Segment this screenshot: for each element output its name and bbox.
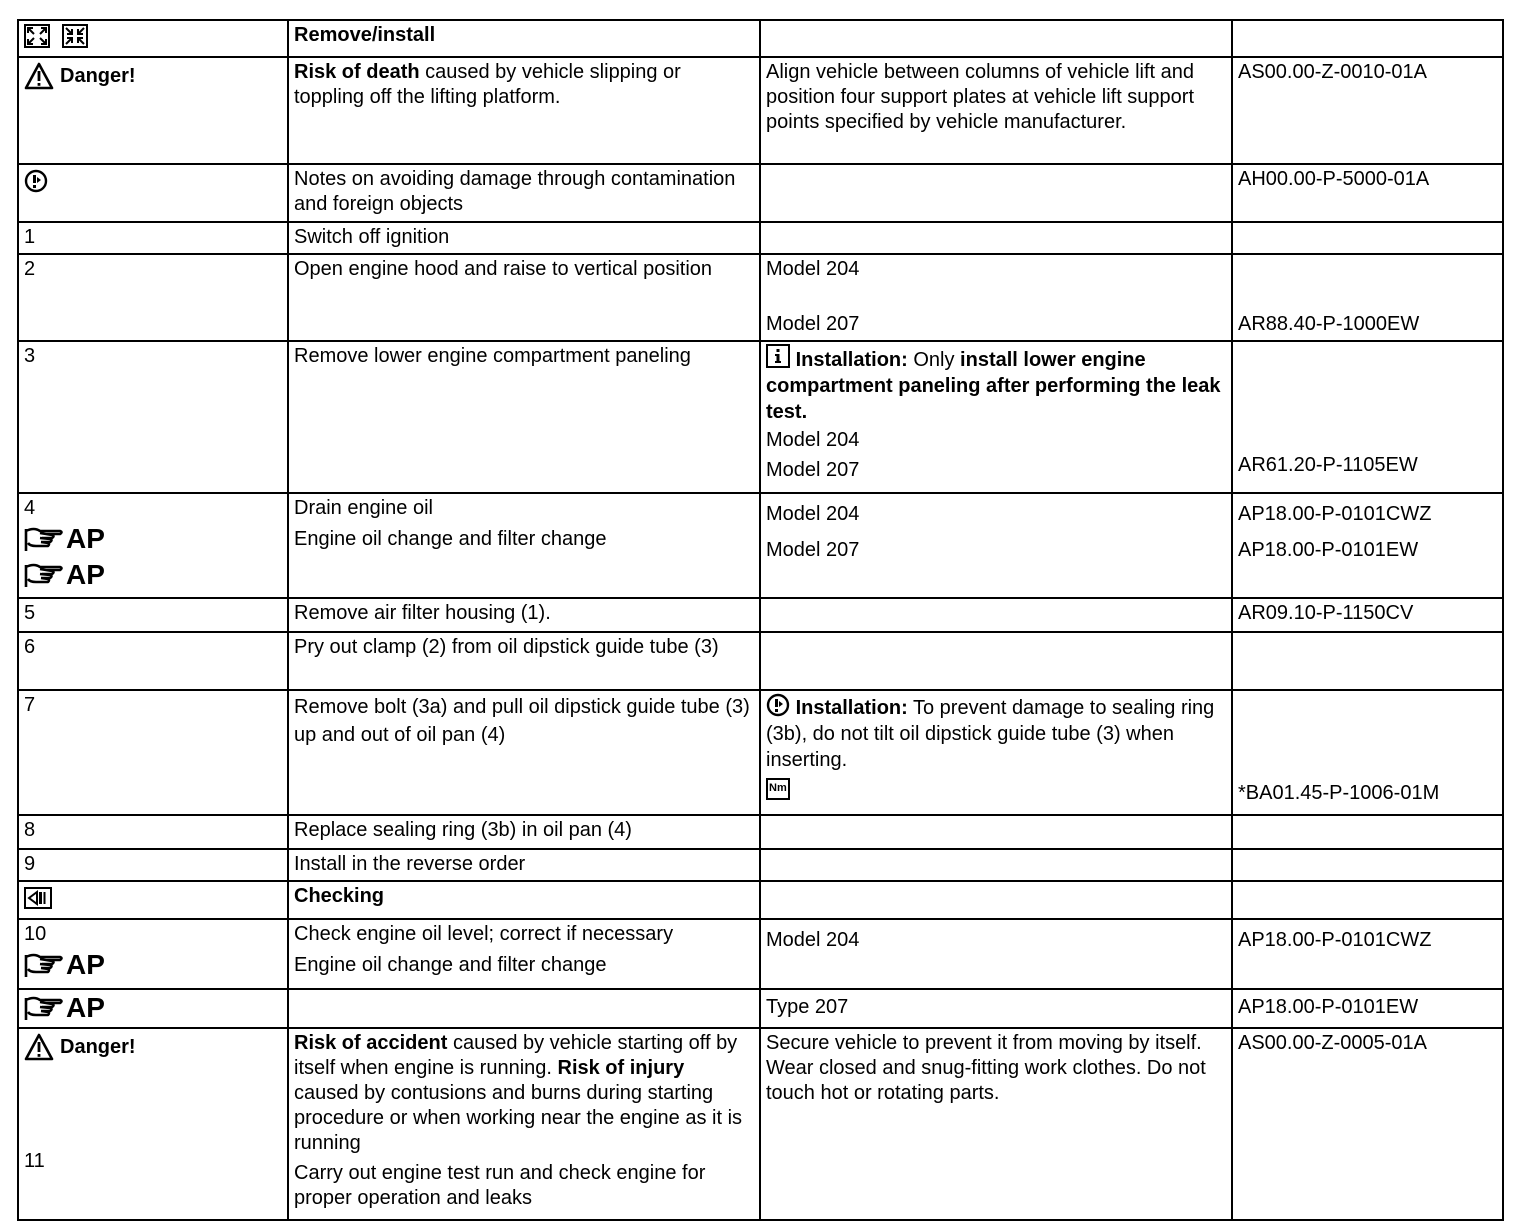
- step-number: 2: [18, 254, 288, 341]
- ap-reference-marker: AP: [24, 947, 282, 983]
- step-number: 8: [18, 815, 288, 849]
- step-text: Remove air filter housing (1).: [288, 598, 760, 632]
- safety-action: Wear closed and snug-fitting work clothes. Do not touch hot or rotating parts.: [766, 1057, 1206, 1104]
- procedure-table: [17, 19, 1504, 1221]
- step-number: 6: [18, 632, 288, 690]
- step-number: 5: [18, 598, 288, 632]
- remove-icon: [24, 24, 50, 48]
- step-number: 7: [18, 690, 288, 815]
- model-label: Model 204: [766, 503, 860, 525]
- table-row: [18, 632, 1503, 690]
- danger-label: Danger!: [24, 1033, 282, 1061]
- model-label: Model 207: [766, 539, 860, 561]
- damage-notice-icon: [24, 169, 48, 193]
- warning-icon: [24, 1033, 54, 1061]
- model-label: Model 207: [766, 313, 860, 335]
- table-row: [18, 919, 1503, 989]
- installation-note: Installation: Only install lower engine compartment paneling after performing the leak test.: [766, 344, 1226, 425]
- notes-text: Notes on avoiding damage through contamination and foreign objects: [288, 164, 760, 222]
- table-row: [18, 222, 1503, 254]
- model-label: Model 204: [766, 429, 860, 451]
- step-number: 3: [18, 341, 288, 493]
- model-label: Model 204: [766, 258, 860, 280]
- damage-notice-icon: [766, 693, 790, 717]
- step-text: Drain engine oil: [294, 497, 433, 519]
- install-icon: [62, 24, 88, 48]
- table-row: [18, 690, 1503, 815]
- table-row: [18, 20, 1503, 57]
- step-text: Install in the reverse order: [288, 849, 760, 881]
- section-title-checking: Checking: [288, 881, 760, 919]
- step-text: Remove lower engine compartment paneling: [288, 341, 760, 493]
- step-text: Check engine oil level; correct if necessary: [294, 923, 674, 945]
- reference-link[interactable]: AS00.00-Z-0010-01A: [1232, 57, 1503, 164]
- model-label: Type 207: [760, 989, 1232, 1028]
- step-text: Pry out clamp (2) from oil dipstick guide tube (3): [288, 632, 760, 690]
- reference-link[interactable]: AH00.00-P-5000-01A: [1232, 164, 1503, 222]
- reference-link[interactable]: AP18.00-P-0101EW: [1238, 539, 1419, 561]
- table-row: [18, 815, 1503, 849]
- reference-link[interactable]: AP18.00-P-0101EW: [1232, 989, 1503, 1028]
- step-number: 4: [24, 497, 36, 519]
- step-number: 1: [18, 222, 288, 254]
- table-row: [18, 57, 1503, 164]
- table-row: [18, 881, 1503, 919]
- pointing-hand-icon: [24, 994, 64, 1022]
- model-label: Model 204: [766, 929, 860, 951]
- reference-link[interactable]: AP18.00-P-0101CWZ: [1238, 503, 1432, 525]
- reference-link[interactable]: AS00.00-Z-0005-01A: [1232, 1028, 1503, 1220]
- table-row: [18, 1028, 1503, 1220]
- model-label: Model 207: [766, 459, 860, 481]
- reference-link[interactable]: AR09.10-P-1150CV: [1232, 598, 1503, 632]
- step-text: Engine oil change and filter change: [294, 954, 607, 976]
- table-row: [18, 493, 1503, 598]
- installation-note: Installation: To prevent damage to sealing ring (3b), do not tilt oil dipstick guide tube (3) when inserting.: [766, 693, 1226, 773]
- step-text: Switch off ignition: [288, 222, 760, 254]
- table-row: [18, 164, 1503, 222]
- reference-link[interactable]: AR61.20-P-1105EW: [1238, 454, 1418, 476]
- table-row: [18, 849, 1503, 881]
- reference-link[interactable]: AR88.40-P-1000EW: [1238, 313, 1420, 335]
- step-text: Carry out engine test run and check engine for proper operation and leaks: [294, 1162, 706, 1209]
- reference-link[interactable]: AP18.00-P-0101CWZ: [1238, 929, 1432, 951]
- section-title-remove-install: Remove/install: [288, 20, 760, 57]
- table-row: [18, 598, 1503, 632]
- info-icon: [766, 344, 790, 368]
- ap-reference-marker: AP: [24, 521, 282, 557]
- safety-action: Align vehicle between columns of vehicle lift and position four support plates at vehicle lift support points specified by vehicle manufacturer.: [760, 57, 1232, 164]
- step-text: Open engine hood and raise to vertical position: [288, 254, 760, 341]
- table-row: [18, 989, 1503, 1028]
- step-number: 11: [24, 1150, 45, 1172]
- safety-action: Secure vehicle to prevent it from moving by itself.: [766, 1032, 1202, 1054]
- step-number: 9: [18, 849, 288, 881]
- pointing-hand-icon: [24, 561, 64, 589]
- ap-reference-marker: AP: [24, 992, 282, 1024]
- risk-text: Risk of accident caused by vehicle starting off by itself when engine is running. Risk of injury caused by contusions and burns during starting procedure or when working near the engine as it is running: [294, 1032, 743, 1154]
- step-text: Engine oil change and filter change: [294, 528, 607, 550]
- step-text: Replace sealing ring (3b) in oil pan (4): [288, 815, 760, 849]
- checking-icon: [24, 887, 52, 909]
- risk-text: Risk of death caused by vehicle slipping or toppling off the lifting platform.: [288, 57, 760, 164]
- ap-reference-marker: AP: [24, 557, 282, 593]
- table-row: [18, 341, 1503, 493]
- pointing-hand-icon: [24, 525, 64, 553]
- table-row: [18, 254, 1503, 341]
- remove-install-icons: [18, 20, 288, 57]
- pointing-hand-icon: [24, 951, 64, 979]
- step-text: Remove bolt (3a) and pull oil dipstick guide tube (3) up and out of oil pan (4): [288, 690, 760, 815]
- danger-label: Danger!: [24, 62, 282, 90]
- warning-icon: [24, 62, 54, 90]
- step-number: 10: [24, 923, 47, 945]
- torque-icon: Nm: [766, 778, 790, 800]
- reference-link[interactable]: *BA01.45-P-1006-01M: [1238, 782, 1440, 804]
